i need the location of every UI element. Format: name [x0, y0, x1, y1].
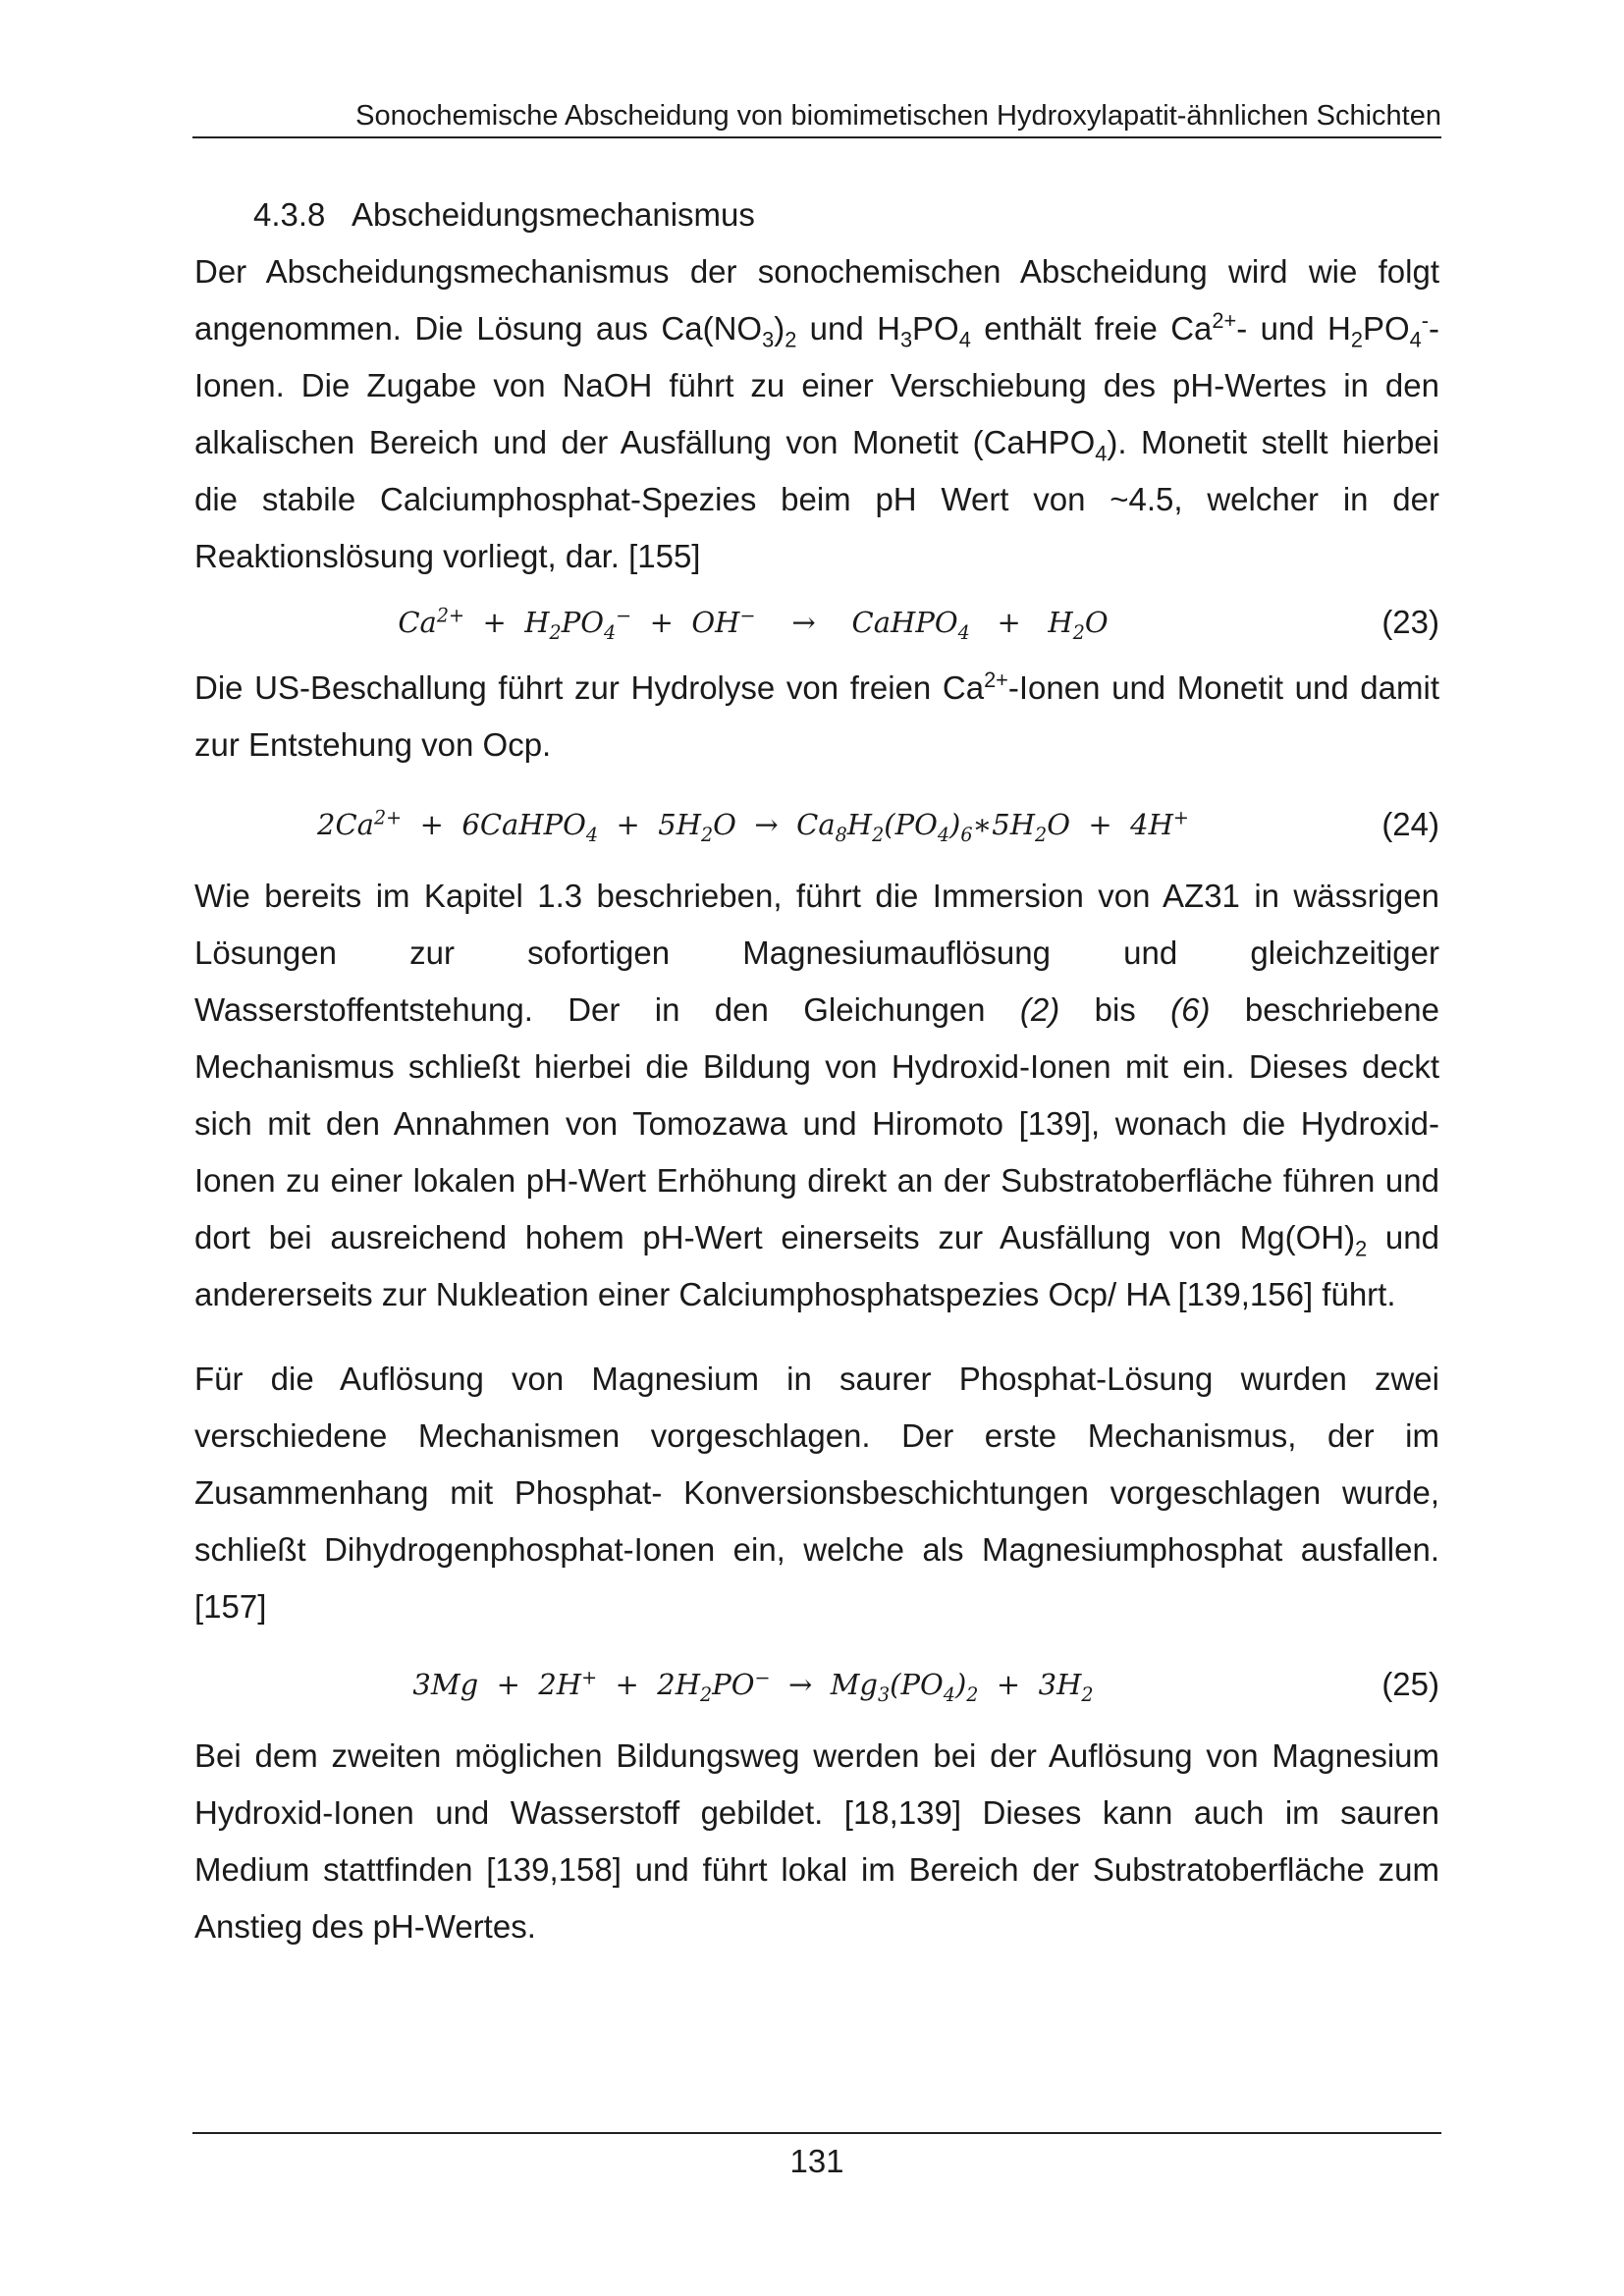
paragraph-2 [194, 660, 1439, 774]
equation-23-number: (23) [1381, 604, 1439, 640]
equation-24-number: (24) [1381, 806, 1439, 842]
equation-25 [194, 1647, 1439, 1722]
p3-text-c: beschriebene Mechanismus schließt hierbei die Bildung von Hydroxid-Ionen mit ein. Dieses deckt sich mit den Annahmen von Tomozawa und Hiromoto [139], wonach die Hydroxid-Ionen zu einer lokalen pH-Wert Erhöhung direkt an der Substratoberfläche führen und dort bei ausreichend hohem pH-Wert einerseits zur Ausfällung von Mg(OH) [194, 991, 1439, 1255]
p1-sub: 4 [958, 327, 971, 352]
paragraph-1 [194, 243, 1439, 585]
p1-sub: 2 [1350, 327, 1363, 352]
p1-sub: 3 [762, 327, 775, 352]
paragraph-3 [194, 868, 1439, 1323]
running-header: Sonochemische Abscheidung von biomimetischen Hydroxylapatit-ähnlichen Schichten [355, 100, 1441, 132]
p1-text-c: und H [796, 310, 900, 347]
p2-text-b: -Ionen und Monetit und damit zur Entstehung von Ocp. [194, 669, 1439, 763]
equation-reference: (2) [1019, 991, 1060, 1028]
p3-text-b: bis [1059, 991, 1171, 1028]
p3-text-d: und andererseits zur Nukleation einer Calciumphosphatspezies Ocp/ HA [139,156] führt. [194, 1219, 1439, 1312]
footer-rule [192, 2132, 1441, 2134]
p1-sub: 4 [1095, 441, 1108, 466]
paragraph-4: Für die Auflösung von Magnesium in saurer Phosphat-Lösung wurden zwei verschiedene Mechanismen vorgeschlagen. Der erste Mechanismus, der im Zusammenhang mit Phosphat- Konversionsbeschichtungen vorgeschlagen wurde, schließt Dihydrogenphosphat-Ionen ein, welche als Magnesiumphosphat ausfallen. [157] [194, 1361, 1439, 1625]
p1-text-e: enthält freie Ca [970, 310, 1213, 347]
equation-24-formula: $2Ca^{2+}$ + 6CaHPO$_4$ + $5H_2O$ → $Ca_8H_2(PO_4)_6∗5H_2O + 4H^+$ [317, 806, 1189, 846]
header-rule [192, 136, 1441, 138]
p1-sup: 2+ [1212, 308, 1237, 333]
p1-sub: 4 [1409, 327, 1422, 352]
p2-text-a: Die US-Beschallung führt zur Hydrolyse von freien Ca [194, 669, 985, 706]
equation-23-formula: $Ca^{2+} + H_2PO_4^- + OH^-$ → CaHPO$_4$ + $H_2O$ [398, 604, 1109, 644]
page-body [194, 187, 1439, 1955]
equation-25-formula: $3Mg + 2H^+ + 2H_2PO^- \to Mg_3(PO_4)_2 + 3H_2$ [412, 1666, 1094, 1706]
equation-25-number: (25) [1381, 1666, 1439, 1702]
p1-sup: - [1421, 308, 1429, 333]
p2-sup: 2+ [984, 667, 1008, 692]
paragraph-5: Bei dem zweiten möglichen Bildungsweg werden bei der Auflösung von Magnesium Hydroxid-Ionen und Wasserstoff gebildet. [18,139] Dieses kann auch im sauren Medium stattfinden [139,158] und führt lokal im Bereich der Substratoberfläche zum Anstieg des pH-Wertes. [194, 1737, 1439, 1945]
p1-text-g: PO [1362, 310, 1410, 347]
p3-text-a: Wie bereits im Kapitel 1.3 beschrieben, führt die Immersion von AZ31 in wässrigen Lösungen zur sofortigen Magnesiumauflösung und gleichzeitiger Wasserstoffentstehung. Der in den Gleichungen [194, 878, 1439, 1028]
section-title: Abscheidungsmechanismus [352, 196, 755, 233]
p1-text-i: ). Monetit stellt hierbei die stabile Calciumphosphat-Spezies beim pH Wert von ~4.5, welcher in der Reaktionslösung vorliegt, dar. [155] [194, 424, 1439, 574]
p1-text-a: Der Abscheidungsmechanismus der sonochemischen Abscheidung wird wie folgt angenommen. Die Lösung aus Ca(NO [194, 253, 1439, 347]
section-number: 4.3.8 [253, 196, 326, 233]
equation-24 [194, 787, 1439, 862]
equation-23 [194, 585, 1439, 660]
paragraph-gap [194, 1323, 1439, 1351]
equation-reference: (6) [1170, 991, 1211, 1028]
section-heading [253, 187, 1439, 243]
p3-sub: 2 [1355, 1236, 1368, 1261]
p1-text-f: - und H [1236, 310, 1351, 347]
p1-text-b: ) [774, 310, 785, 347]
p1-text-d: PO [912, 310, 959, 347]
p1-sub: 2 [785, 327, 797, 352]
p1-sub: 3 [899, 327, 913, 352]
p1-text-h: -Ionen. Die Zugabe von NaOH führt zu einer Verschiebung des pH-Wertes in den alkalischen Bereich und der Ausfällung von Monetit (CaHPO [194, 310, 1439, 460]
page-number: 131 [789, 2143, 844, 2179]
